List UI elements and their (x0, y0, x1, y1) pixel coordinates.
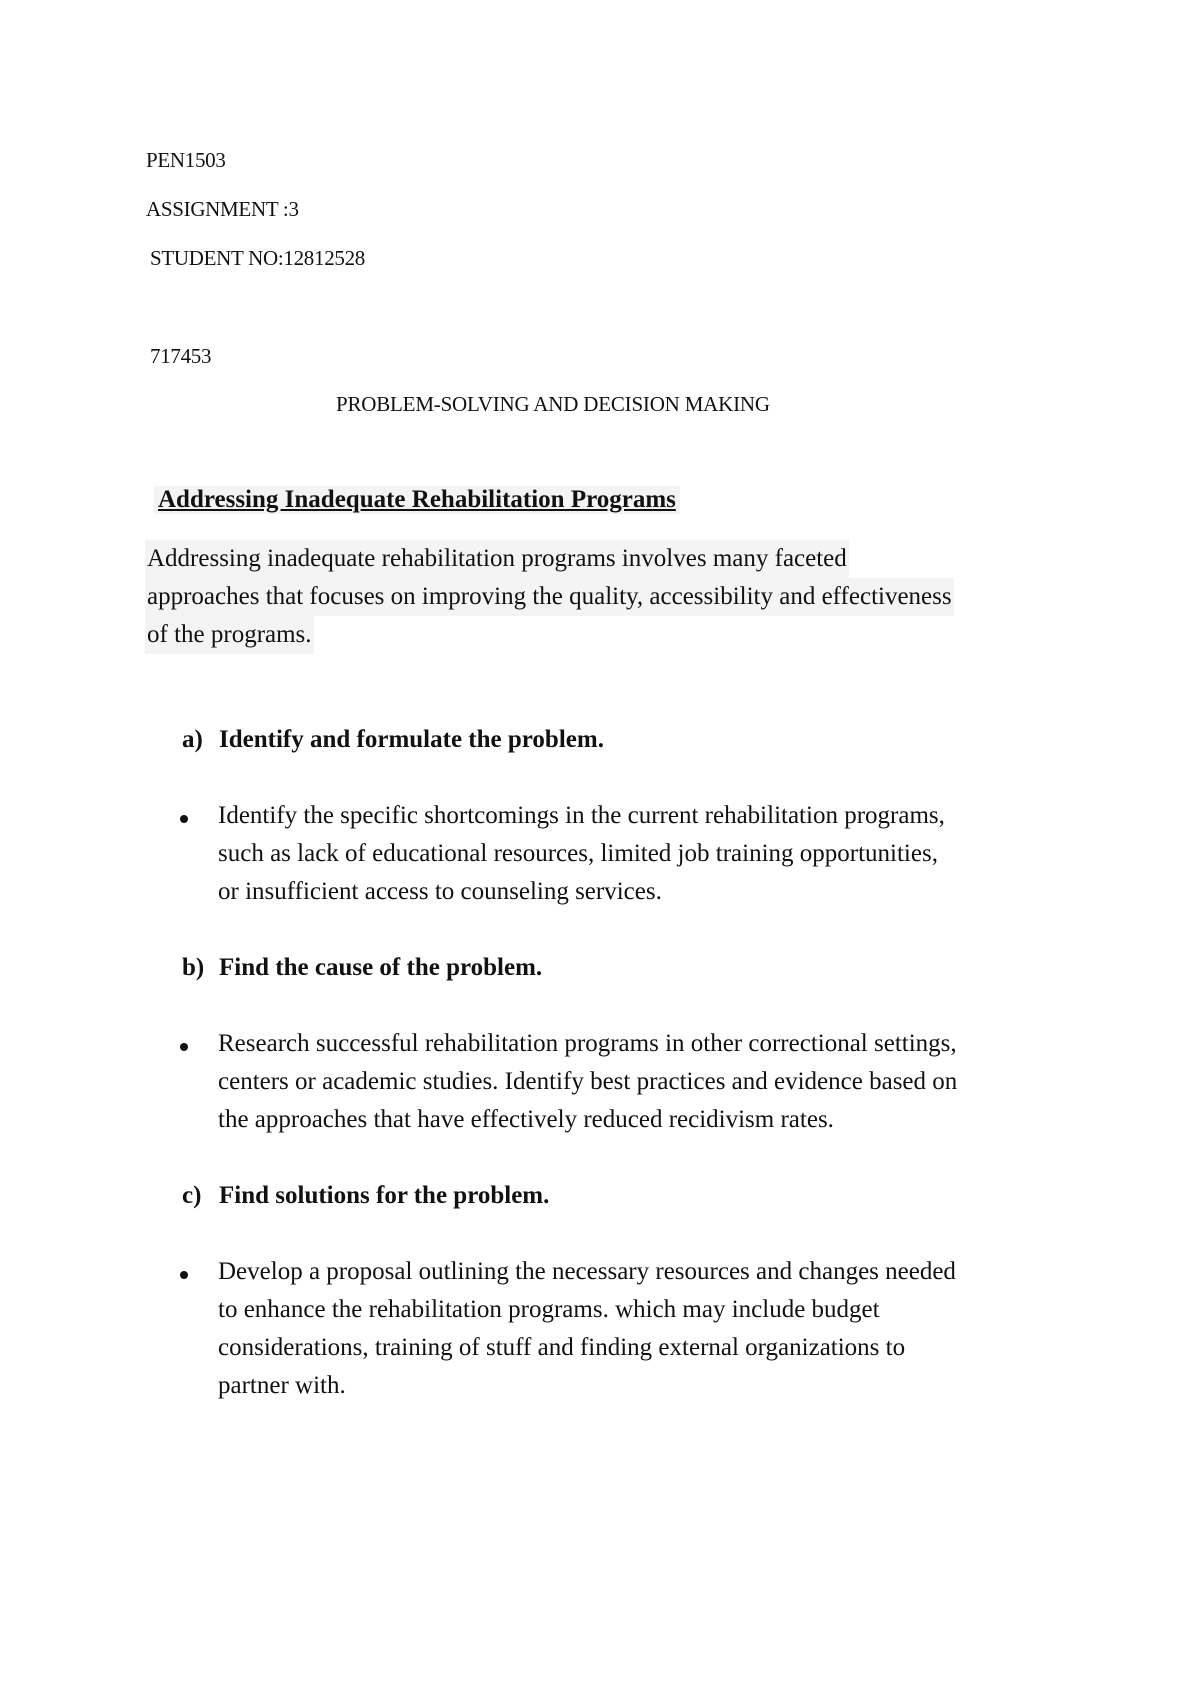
intro-line-2: approaches that focuses on improving the quality, accessibility and effectiveness (145, 578, 954, 616)
step-heading-text: Find the cause of the problem. (219, 954, 543, 981)
extra-number: 717453 (150, 344, 212, 368)
bullet-icon (180, 1271, 188, 1279)
bullet-line: Develop a proposal outlining the necessary resources and changes needed (218, 1258, 956, 1285)
intro-line-3: of the programs. (145, 616, 314, 654)
bullet-line: Research successful rehabilitation programs in other correctional settings, (218, 1030, 957, 1057)
section-heading: Addressing Inadequate Rehabilitation Programs (154, 486, 680, 514)
step-letter: a) (182, 726, 203, 753)
assignment-number: ASSIGNMENT :3 (146, 197, 299, 221)
bullet-line: or insufficient access to counseling services. (218, 878, 662, 905)
step-heading-c (182, 1182, 549, 1210)
step-heading-a (182, 726, 604, 754)
document-title: PROBLEM-SOLVING AND DECISION MAKING (336, 392, 770, 416)
bullet-line: the approaches that have effectively reduced recidivism rates. (218, 1106, 834, 1133)
step-letter: c) (182, 1182, 202, 1209)
bullet-icon (180, 1043, 188, 1051)
step-letter: b) (182, 954, 205, 981)
bullet-item-b (180, 1030, 1080, 1150)
course-code: PEN1503 (146, 148, 226, 172)
bullet-item-a (180, 802, 1080, 922)
intro-line-1: Addressing inadequate rehabilitation programs involves many faceted (145, 540, 849, 578)
bullet-item-c (180, 1258, 1080, 1418)
step-heading-text: Identify and formulate the problem. (219, 726, 604, 753)
bullet-line: to enhance the rehabilitation programs. which may include budget (218, 1296, 880, 1323)
bullet-line: centers or academic studies. Identify best practices and evidence based on (218, 1068, 958, 1095)
bullet-line: considerations, training of stuff and finding external organizations to (218, 1334, 906, 1361)
bullet-icon (180, 815, 188, 823)
bullet-line: partner with. (218, 1372, 346, 1399)
step-heading-b (182, 954, 542, 982)
bullet-line: such as lack of educational resources, limited job training opportunities, (218, 840, 938, 867)
student-number: STUDENT NO:12812528 (150, 246, 365, 270)
bullet-line: Identify the specific shortcomings in the current rehabilitation programs, (218, 802, 945, 829)
step-heading-text: Find solutions for the problem. (219, 1182, 550, 1209)
